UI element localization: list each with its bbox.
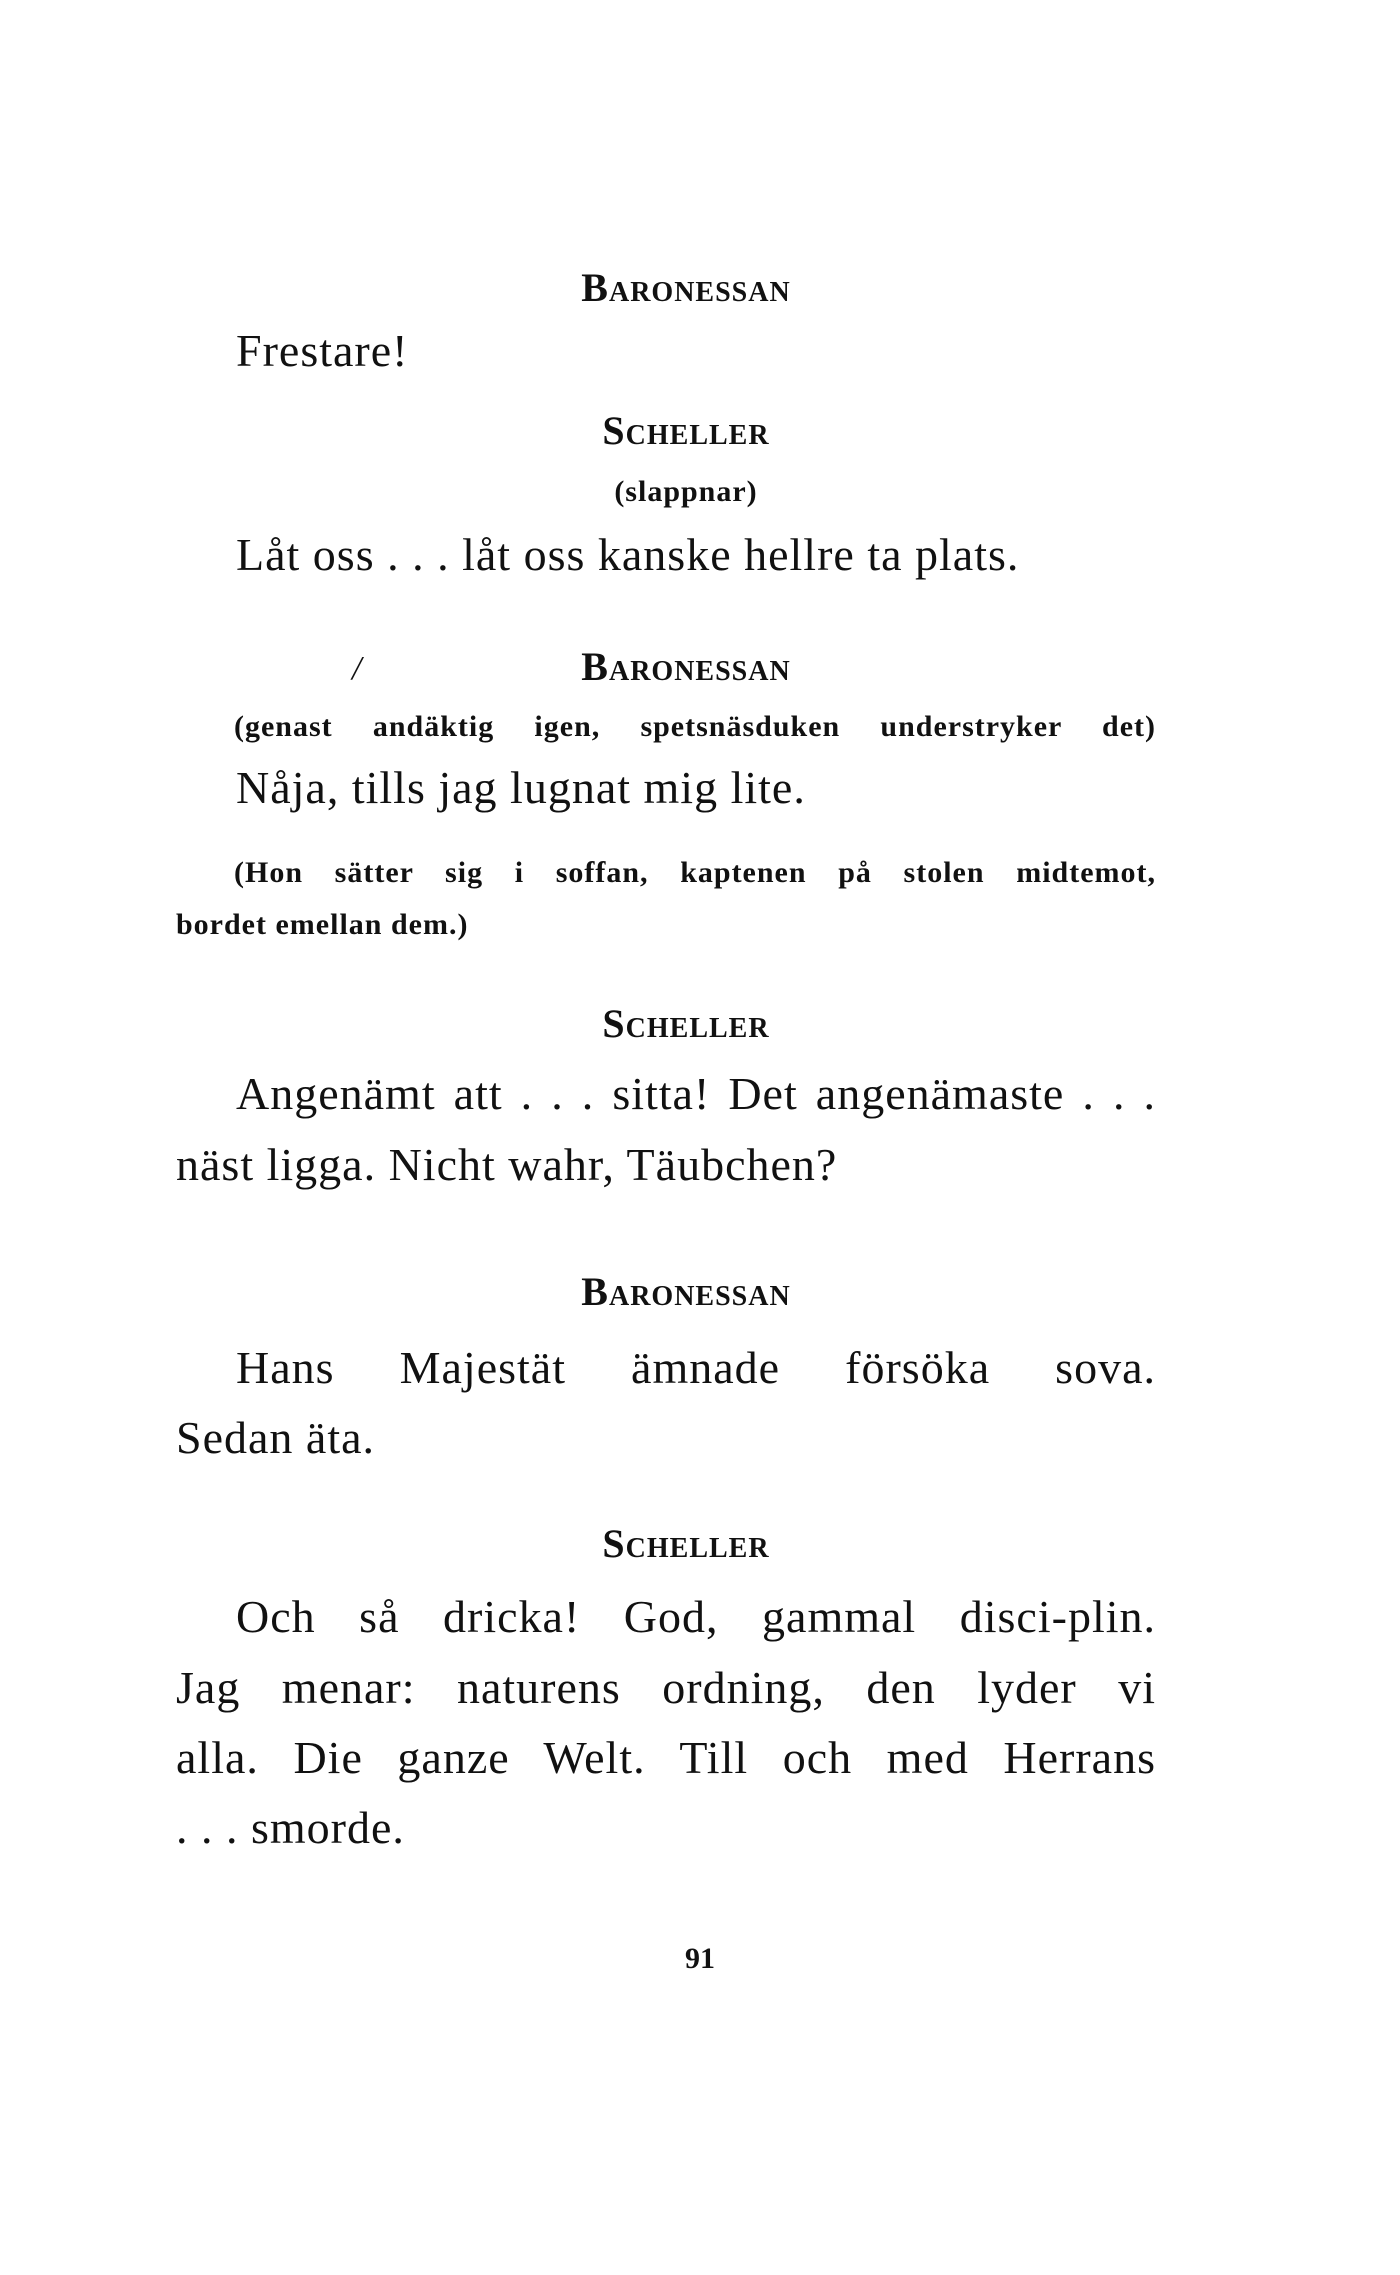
speaker-baronessan: Baronessan [581,644,791,689]
speaker-baronessan: Baronessan [581,1269,791,1314]
stage-direction: (genast andäktig igen, spetsnäsduken understryker det) [234,710,1156,743]
speech-line: alla. Die ganze Welt. Till och med Herrans [176,1732,1156,1783]
speech-line: Angenämt att . . . sitta! Det angenämaste . . . [236,1068,1156,1119]
speaker-scheller: Scheller [602,1521,770,1566]
speech-line: Låt oss . . . låt oss kanske hellre ta plats. [236,529,1020,580]
speech-line: Frestare! [236,325,409,376]
speaker-scheller: Scheller [602,408,770,453]
speaker-baronessan: Baronessan [581,265,791,310]
stage-direction-line: (Hon sätter sig i soffan, kaptenen på stolen midtemot, [234,856,1156,889]
speech-line: Hans Majestät ämnade försöka sova. [236,1342,1156,1393]
speech-line: Nåja, tills jag lugnat mig lite. [236,762,806,813]
speaker-scheller: Scheller [602,1001,770,1046]
speech-line: Och så dricka! God, gammal disci-plin. [236,1591,1156,1642]
stage-direction: (slappnar) [614,475,758,508]
speech-line: näst ligga. Nicht wahr, Täubchen? [176,1139,838,1190]
stage-direction-line: bordet emellan dem.) [176,908,469,941]
page-number: 91 [685,1942,715,1975]
speech-line: Jag menar: naturens ordning, den lyder vi [176,1662,1156,1713]
stray-mark: / [352,650,362,687]
speech-line: . . . smorde. [176,1802,405,1853]
speech-line: Sedan äta. [176,1412,376,1463]
